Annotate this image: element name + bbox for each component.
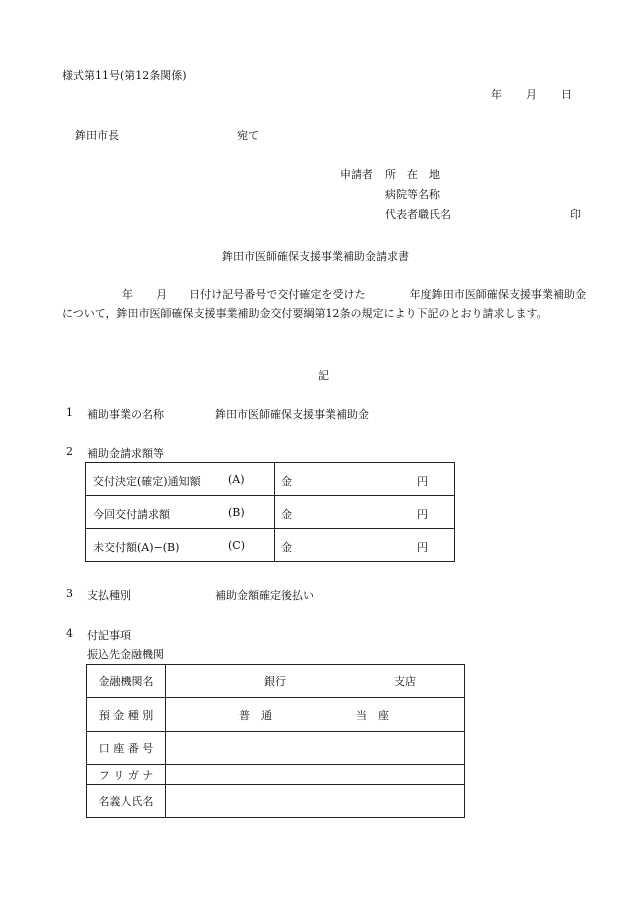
amount-row-code: (C) <box>228 539 245 552</box>
section2-label: 補助金請求額等 <box>87 447 164 460</box>
amount-row-code: (B) <box>228 506 245 519</box>
date-year: 年 <box>491 88 502 101</box>
bank-suffix: 銀行 <box>264 675 286 688</box>
form-number: 様式第11号(第12条関係) <box>62 69 187 82</box>
document-title: 鉾田市医師確保支援事業補助金請求書 <box>222 250 409 263</box>
table-row <box>86 529 455 562</box>
ki-label: 記 <box>318 369 329 382</box>
section4-label: 付記事項 <box>87 629 131 642</box>
section1-number: 1 <box>66 406 73 419</box>
account-holder-value <box>166 785 465 818</box>
body-paragraph <box>62 286 586 323</box>
date-month: 月 <box>526 88 537 101</box>
account-number-label: 口 座 番 号 <box>87 732 166 765</box>
body-year: 年 <box>122 288 134 301</box>
section3-label: 支払種別 <box>87 589 131 602</box>
applicant-label: 申請者 <box>340 168 373 181</box>
table-row <box>87 665 465 698</box>
addressee-suffix: 宛て <box>237 129 259 142</box>
amount-unit: 円 <box>417 541 428 554</box>
table-row <box>87 698 465 732</box>
amount-unit: 円 <box>417 475 428 488</box>
amount-prefix: 金 <box>281 508 292 521</box>
table-row <box>87 765 465 785</box>
table-row <box>86 463 455 496</box>
deposit-type-label: 預 金 種 別 <box>87 698 166 732</box>
account-number-value <box>166 732 465 765</box>
bank-name-label: 金融機関名 <box>87 665 166 698</box>
table-row <box>87 732 465 765</box>
date-day: 日 <box>561 88 572 101</box>
table-row <box>87 785 465 818</box>
amount-unit: 円 <box>417 508 428 521</box>
amount-prefix: 金 <box>281 475 292 488</box>
applicant-rep-label: 代表者職氏名 <box>385 208 451 221</box>
section4-number: 4 <box>66 627 73 640</box>
bank-table <box>86 664 465 818</box>
amount-prefix: 金 <box>281 541 292 554</box>
body-text-2: 年度鉾田市医師確保支援事業補助金について，鉾田市医師確保支援事業補助金交付要綱第12条の規定により下記のとおり請求します。 <box>62 288 587 320</box>
section3-number: 3 <box>66 587 73 600</box>
amount-row-label: 今回交付請求額 <box>93 508 170 521</box>
body-text-1: 日付け記号番号で交付確定を受けた <box>189 288 366 301</box>
seal-mark: 印 <box>570 208 581 221</box>
table-row <box>86 496 455 529</box>
amount-table <box>85 462 455 562</box>
deposit-toza: 当 座 <box>356 708 389 722</box>
branch-suffix: 支店 <box>394 675 416 688</box>
section1-value: 鉾田市医師確保支援事業補助金 <box>215 408 369 421</box>
furigana-value <box>166 765 465 785</box>
deposit-futsu: 普 通 <box>239 708 272 722</box>
amount-row-label: 交付決定(確定)通知額 <box>93 475 201 488</box>
section4-sublabel: 振込先金融機関 <box>87 648 164 661</box>
section3-value: 補助金額確定後払い <box>215 589 314 602</box>
section1-label: 補助事業の名称 <box>87 408 164 421</box>
applicant-address-label: 所 在 地 <box>385 168 440 181</box>
furigana-label: フ リ ガ ナ <box>87 765 166 785</box>
body-month: 月 <box>156 288 168 301</box>
addressee-name: 鉾田市長 <box>75 129 119 142</box>
applicant-hospital-label: 病院等名称 <box>385 188 440 201</box>
account-holder-label: 名義人氏名 <box>87 785 166 818</box>
section2-number: 2 <box>66 445 73 458</box>
amount-row-label: 未交付額(A)−(B) <box>93 541 180 554</box>
amount-row-code: (A) <box>228 473 245 486</box>
